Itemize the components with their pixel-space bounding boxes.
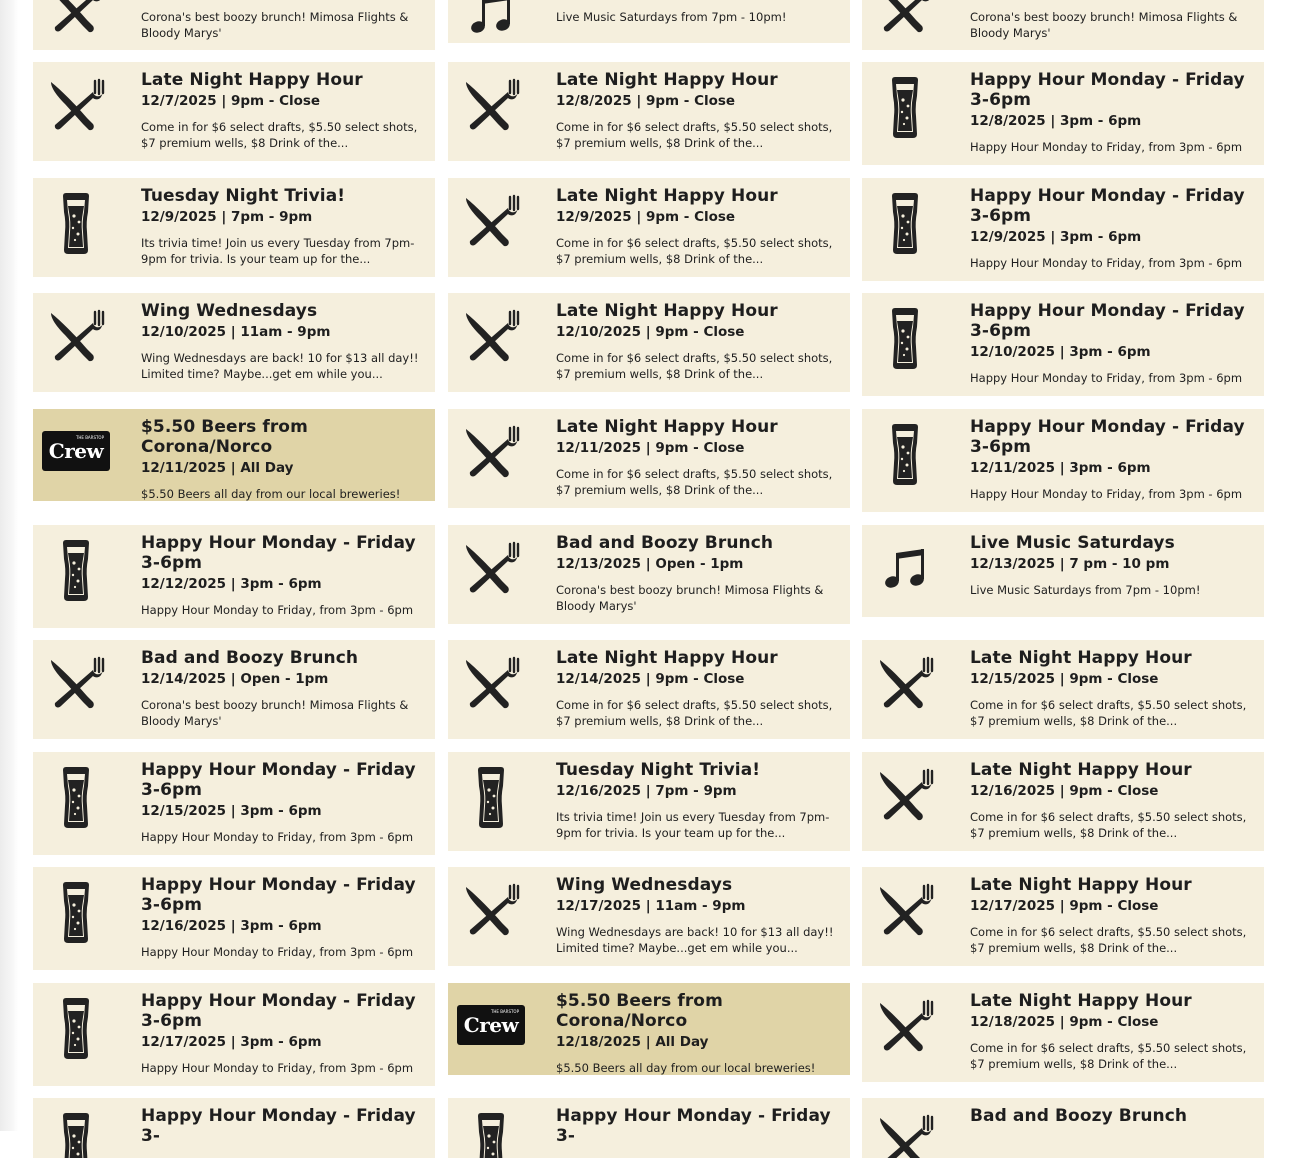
event-card[interactable] — [448, 640, 850, 739]
event-description: Corona's best boozy brunch! Mimosa Flights & Bloody Marys' — [141, 10, 409, 40]
fork-knife-icon — [33, 293, 119, 365]
event-card[interactable] — [448, 62, 850, 161]
event-card[interactable] — [33, 1098, 435, 1158]
event-title[interactable]: Happy Hour Monday - Friday 3-6pm — [970, 417, 1245, 457]
event-title[interactable]: Happy Hour Monday - Friday 3-6pm — [141, 533, 416, 573]
event-title[interactable]: Late Night Happy Hour — [556, 301, 778, 321]
event-datetime: 12/17/2025 | 9pm - Close — [970, 898, 1159, 914]
event-datetime: 12/9/2025 | 7pm - 9pm — [141, 209, 313, 225]
beer-glass-icon — [33, 867, 119, 945]
event-datetime: 12/10/2025 | 3pm - 6pm — [970, 344, 1151, 360]
event-text — [141, 1106, 427, 1146]
event-datetime: 12/10/2025 | 11am - 9pm — [141, 324, 331, 340]
event-text — [556, 648, 842, 729]
beer-glass-icon — [862, 62, 948, 140]
event-description: Come in for $6 select drafts, $5.50 select shots, $7 premium wells, $8 Drink of the... — [970, 925, 1247, 955]
event-description: Happy Hour Monday to Friday, from 3pm - 6pm — [970, 256, 1243, 270]
event-title[interactable]: Happy Hour Monday - Friday 3- — [141, 1106, 416, 1146]
event-datetime: 12/18/2025 | All Day — [556, 1034, 709, 1050]
event-card[interactable] — [448, 0, 850, 43]
event-description: $5.50 Beers all day from our local breweries! — [556, 1061, 816, 1075]
event-card[interactable] — [33, 409, 435, 501]
event-text — [141, 301, 427, 382]
beer-glass-icon — [862, 293, 948, 371]
beer-glass-icon — [448, 752, 534, 830]
event-title[interactable]: Tuesday Night Trivia! — [141, 186, 346, 206]
event-text — [556, 1106, 842, 1146]
event-text — [556, 875, 842, 956]
event-card[interactable] — [33, 293, 435, 392]
event-title[interactable]: Late Night Happy Hour — [970, 875, 1192, 895]
event-title[interactable]: Late Night Happy Hour — [556, 186, 778, 206]
event-description: Corona's best boozy brunch! Mimosa Flights & Bloody Marys' — [556, 583, 824, 613]
event-text — [141, 70, 427, 151]
brewery-logo: THE BARSTOP Crew — [457, 983, 525, 1045]
event-title[interactable]: Happy Hour Monday - Friday 3-6pm — [970, 186, 1245, 226]
beer-glass-icon — [448, 1098, 534, 1158]
event-description: Happy Hour Monday to Friday, from 3pm - 6pm — [970, 140, 1243, 154]
event-text — [970, 875, 1256, 956]
event-text — [970, 991, 1256, 1072]
event-text — [970, 648, 1256, 729]
event-card[interactable] — [862, 178, 1264, 281]
event-datetime: 12/14/2025 | 9pm - Close — [556, 671, 745, 687]
event-description: Happy Hour Monday to Friday, from 3pm - 6pm — [970, 487, 1243, 501]
event-datetime: 12/15/2025 | 9pm - Close — [970, 671, 1159, 687]
event-description: Come in for $6 select drafts, $5.50 select shots, $7 premium wells, $8 Drink of the... — [970, 1041, 1247, 1071]
event-card[interactable] — [33, 525, 435, 628]
event-text — [556, 760, 842, 841]
event-text — [141, 9, 427, 41]
event-text — [970, 1106, 1256, 1126]
beer-glass-icon — [862, 409, 948, 487]
event-title[interactable]: Tuesday Night Trivia! — [556, 760, 761, 780]
event-description: Happy Hour Monday to Friday, from 3pm - 6pm — [141, 830, 414, 844]
event-datetime: 12/18/2025 | 9pm - Close — [970, 1014, 1159, 1030]
event-card[interactable] — [33, 752, 435, 855]
event-description: Come in for $6 select drafts, $5.50 select shots, $7 premium wells, $8 Drink of the... — [556, 120, 833, 150]
fork-knife-icon — [862, 983, 948, 1055]
event-card[interactable] — [862, 525, 1264, 617]
event-title[interactable]: Happy Hour Monday - Friday 3-6pm — [141, 991, 416, 1031]
event-description: Come in for $6 select drafts, $5.50 select shots, $7 premium wells, $8 Drink of the... — [970, 698, 1247, 728]
event-card[interactable] — [448, 867, 850, 966]
brewery-logo: THE BARSTOP Crew — [42, 409, 110, 471]
event-title[interactable]: Happy Hour Monday - Friday 3- — [556, 1106, 831, 1146]
event-description: $5.50 Beers all day from our local breweries! — [141, 487, 401, 501]
event-datetime: 12/7/2025 | 9pm - Close — [141, 93, 321, 109]
event-datetime: 12/14/2025 | Open - 1pm — [141, 671, 329, 687]
event-datetime: 12/8/2025 | 9pm - Close — [556, 93, 736, 109]
event-datetime: 12/8/2025 | 3pm - 6pm — [970, 113, 1142, 129]
event-card[interactable] — [862, 752, 1264, 851]
event-card[interactable] — [862, 640, 1264, 739]
event-title[interactable]: Late Night Happy Hour — [556, 70, 778, 90]
event-text — [141, 533, 427, 618]
event-datetime: 12/16/2025 | 9pm - Close — [970, 783, 1159, 799]
event-text — [141, 760, 427, 845]
event-title[interactable]: Live Music Saturdays — [970, 533, 1175, 553]
event-description: Corona's best boozy brunch! Mimosa Flights & Bloody Marys' — [970, 10, 1238, 40]
fork-knife-icon — [862, 0, 948, 36]
event-description: Live Music Saturdays from 7pm - 10pm! — [556, 10, 787, 24]
event-card[interactable] — [448, 525, 850, 624]
music-notes-icon — [448, 0, 534, 36]
beer-glass-icon — [33, 178, 119, 256]
event-description: Live Music Saturdays from 7pm - 10pm! — [970, 583, 1201, 597]
event-card[interactable] — [33, 0, 435, 50]
event-card[interactable] — [862, 62, 1264, 165]
event-title[interactable]: Late Night Happy Hour — [141, 70, 363, 90]
fork-knife-icon — [33, 0, 119, 36]
event-card[interactable] — [862, 983, 1264, 1082]
event-description: Happy Hour Monday to Friday, from 3pm - 6pm — [141, 603, 414, 617]
event-datetime: 12/16/2025 | 7pm - 9pm — [556, 783, 737, 799]
event-text — [141, 417, 427, 501]
event-card[interactable] — [448, 409, 850, 508]
event-title[interactable]: Wing Wednesdays — [556, 875, 733, 895]
fork-knife-icon — [862, 867, 948, 939]
beer-glass-icon — [33, 983, 119, 1061]
fork-knife-icon — [862, 1098, 948, 1158]
fork-knife-icon — [448, 525, 534, 597]
event-title[interactable]: Late Night Happy Hour — [970, 991, 1192, 1011]
event-description: Corona's best boozy brunch! Mimosa Flights & Bloody Marys' — [141, 698, 409, 728]
event-card[interactable] — [862, 293, 1264, 396]
fork-knife-icon — [448, 867, 534, 939]
event-card[interactable] — [33, 62, 435, 161]
fork-knife-icon — [862, 752, 948, 824]
event-title[interactable]: Late Night Happy Hour — [970, 760, 1192, 780]
event-title[interactable]: Late Night Happy Hour — [556, 648, 778, 668]
event-datetime: 12/11/2025 | All Day — [141, 460, 294, 476]
beer-glass-icon — [33, 1098, 119, 1158]
event-title[interactable]: Bad and Boozy Brunch — [141, 648, 359, 668]
music-notes-icon — [862, 525, 948, 591]
event-card[interactable] — [33, 640, 435, 739]
event-description: Come in for $6 select drafts, $5.50 select shots, $7 premium wells, $8 Drink of the... — [556, 236, 833, 266]
event-card[interactable] — [448, 983, 850, 1075]
event-title[interactable]: Happy Hour Monday - Friday 3-6pm — [141, 875, 416, 915]
event-description: Wing Wednesdays are back! 10 for $13 all day!! Limited time? Maybe...get em while you... — [141, 351, 419, 381]
event-card[interactable] — [862, 409, 1264, 512]
fork-knife-icon — [33, 640, 119, 712]
event-card[interactable] — [33, 867, 435, 970]
event-datetime: 12/9/2025 | 9pm - Close — [556, 209, 736, 225]
event-title[interactable]: Wing Wednesdays — [141, 301, 318, 321]
event-card[interactable] — [448, 293, 850, 392]
event-card[interactable] — [448, 752, 850, 851]
fork-knife-icon — [448, 293, 534, 365]
event-datetime: 12/11/2025 | 9pm - Close — [556, 440, 745, 456]
event-title[interactable]: Bad and Boozy Brunch — [970, 1106, 1188, 1126]
event-text — [970, 301, 1256, 386]
event-description: Come in for $6 select drafts, $5.50 select shots, $7 premium wells, $8 Drink of the... — [556, 467, 833, 497]
event-text — [970, 417, 1256, 502]
event-text — [556, 186, 842, 267]
event-datetime: 12/12/2025 | 3pm - 6pm — [141, 576, 322, 592]
event-text — [970, 760, 1256, 841]
fork-knife-icon — [448, 640, 534, 712]
event-datetime: 12/13/2025 | Open - 1pm — [556, 556, 744, 572]
event-datetime: 12/13/2025 | 7 pm - 10 pm — [970, 556, 1170, 572]
event-description: Happy Hour Monday to Friday, from 3pm - 6pm — [141, 1061, 414, 1075]
event-text — [556, 9, 842, 25]
event-text — [141, 648, 427, 729]
event-card[interactable] — [33, 983, 435, 1086]
event-datetime: 12/15/2025 | 3pm - 6pm — [141, 803, 322, 819]
beer-glass-icon — [33, 752, 119, 830]
event-text — [970, 70, 1256, 155]
event-card[interactable] — [862, 0, 1264, 50]
event-text — [970, 186, 1256, 271]
event-card[interactable] — [448, 178, 850, 277]
event-datetime: 12/16/2025 | 3pm - 6pm — [141, 918, 322, 934]
event-datetime: 12/17/2025 | 11am - 9pm — [556, 898, 746, 914]
event-description: Wing Wednesdays are back! 10 for $13 all day!! Limited time? Maybe...get em while you... — [556, 925, 834, 955]
event-datetime: 12/17/2025 | 3pm - 6pm — [141, 1034, 322, 1050]
fork-knife-icon — [448, 178, 534, 250]
event-title[interactable]: Happy Hour Monday - Friday 3-6pm — [141, 760, 416, 800]
beer-glass-icon — [862, 178, 948, 256]
event-text — [556, 533, 842, 614]
event-datetime: 12/9/2025 | 3pm - 6pm — [970, 229, 1142, 245]
event-text — [556, 70, 842, 151]
event-description: Its trivia time! Join us every Tuesday from 7pm-9pm for trivia. Is your team up for the... — [141, 236, 415, 266]
beer-glass-icon — [33, 525, 119, 603]
event-card[interactable] — [862, 1098, 1264, 1158]
event-text — [141, 991, 427, 1076]
event-text — [970, 9, 1256, 41]
event-description: Come in for $6 select drafts, $5.50 select shots, $7 premium wells, $8 Drink of the... — [556, 698, 833, 728]
event-datetime: 12/11/2025 | 3pm - 6pm — [970, 460, 1151, 476]
event-datetime: 12/10/2025 | 9pm - Close — [556, 324, 745, 340]
event-card[interactable] — [448, 1098, 850, 1158]
event-text — [970, 533, 1256, 598]
event-description: Come in for $6 select drafts, $5.50 select shots, $7 premium wells, $8 Drink of the... — [556, 351, 833, 381]
event-title[interactable]: Happy Hour Monday - Friday 3-6pm — [970, 70, 1245, 110]
fork-knife-icon — [448, 409, 534, 481]
event-description: Happy Hour Monday to Friday, from 3pm - 6pm — [970, 371, 1243, 385]
fork-knife-icon — [448, 62, 534, 134]
event-card[interactable] — [33, 178, 435, 277]
event-title[interactable]: $5.50 Beers from Corona/Norco — [556, 991, 723, 1031]
event-title[interactable]: $5.50 Beers from Corona/Norco — [141, 417, 308, 457]
event-title[interactable]: Late Night Happy Hour — [556, 417, 778, 437]
event-title[interactable]: Bad and Boozy Brunch — [556, 533, 774, 553]
event-description: Happy Hour Monday to Friday, from 3pm - 6pm — [141, 945, 414, 959]
event-text — [556, 301, 842, 382]
event-text — [141, 186, 427, 267]
fork-knife-icon — [33, 62, 119, 134]
event-description: Come in for $6 select drafts, $5.50 select shots, $7 premium wells, $8 Drink of the... — [141, 120, 418, 150]
event-text — [141, 875, 427, 960]
event-card[interactable] — [862, 867, 1264, 966]
event-title[interactable]: Happy Hour Monday - Friday 3-6pm — [970, 301, 1245, 341]
event-description: Its trivia time! Join us every Tuesday from 7pm-9pm for trivia. Is your team up for the... — [556, 810, 830, 840]
event-text — [556, 991, 842, 1075]
fork-knife-icon — [862, 640, 948, 712]
event-title[interactable]: Late Night Happy Hour — [970, 648, 1192, 668]
event-description: Come in for $6 select drafts, $5.50 select shots, $7 premium wells, $8 Drink of the... — [970, 810, 1247, 840]
event-text — [556, 417, 842, 498]
